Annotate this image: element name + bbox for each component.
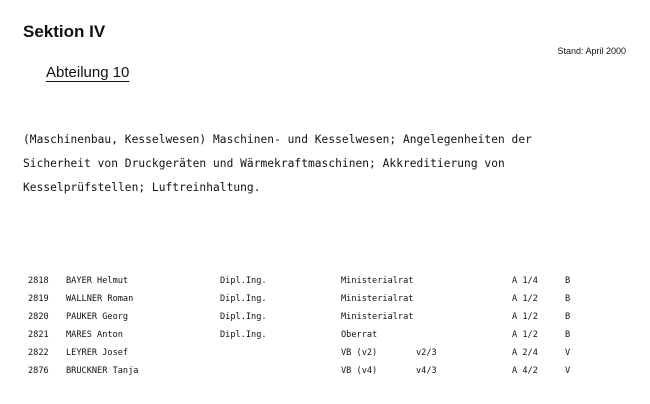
staff-rank: Ministerialrat (341, 312, 414, 322)
staff-class: B (565, 330, 571, 340)
staff-name: PAUKER Georg (66, 312, 129, 322)
staff-row (0, 348, 650, 366)
staff-title: Dipl.Ing. (220, 312, 267, 322)
staff-rank: VB (v4) (341, 366, 378, 376)
staff-number: 2818 (28, 276, 49, 286)
staff-rank: VB (v2) (341, 348, 378, 358)
staff-number: 2822 (28, 348, 49, 358)
staff-code: v2/3 (416, 348, 437, 358)
staff-name: BRUCKNER Tanja (66, 366, 139, 376)
staff-list (0, 276, 650, 384)
staff-title: Dipl.Ing. (220, 276, 267, 286)
staff-number: 2821 (28, 330, 49, 340)
staff-row (0, 366, 650, 384)
staff-grade: A 1/2 (512, 330, 538, 340)
description-line: Kesselprüfstellen; Luftreinhaltung. (23, 181, 261, 194)
staff-number: 2819 (28, 294, 49, 304)
staff-title: Dipl.Ing. (220, 330, 267, 340)
staff-code: v4/3 (416, 366, 437, 376)
staff-class: V (565, 348, 571, 358)
description-line: (Maschinenbau, Kesselwesen) Maschinen- und Kesselwesen; Angelegenheiten der (23, 133, 532, 146)
staff-row (0, 330, 650, 348)
staff-name: LEYRER Josef (66, 348, 129, 358)
staff-grade: A 1/2 (512, 294, 538, 304)
staff-grade: A 4/2 (512, 366, 538, 376)
staff-grade: A 2/4 (512, 348, 538, 358)
description-line: Sicherheit von Druckgeräten und Wärmekraftmaschinen; Akkreditierung von (23, 157, 505, 170)
section-title: Sektion IV (23, 22, 106, 41)
staff-rank: Ministerialrat (341, 294, 414, 304)
staff-grade: A 1/2 (512, 312, 538, 322)
staff-name: MARES Anton (66, 330, 123, 340)
staff-name: BAYER Helmut (66, 276, 129, 286)
staff-rank: Ministerialrat (341, 276, 414, 286)
department-description (23, 128, 638, 200)
staff-row (0, 312, 650, 330)
staff-number: 2820 (28, 312, 49, 322)
staff-class: V (565, 366, 571, 376)
staff-number: 2876 (28, 366, 49, 376)
stand-date: Stand: April 2000 (557, 46, 626, 56)
staff-name: WALLNER Roman (66, 294, 134, 304)
staff-row (0, 294, 650, 312)
staff-grade: A 1/4 (512, 276, 538, 286)
staff-row (0, 276, 650, 294)
staff-class: B (565, 312, 571, 322)
staff-title: Dipl.Ing. (220, 294, 267, 304)
department-heading: Abteilung 10 (46, 64, 130, 81)
staff-class: B (565, 276, 571, 286)
staff-rank: Oberrat (341, 330, 378, 340)
staff-class: B (565, 294, 571, 304)
